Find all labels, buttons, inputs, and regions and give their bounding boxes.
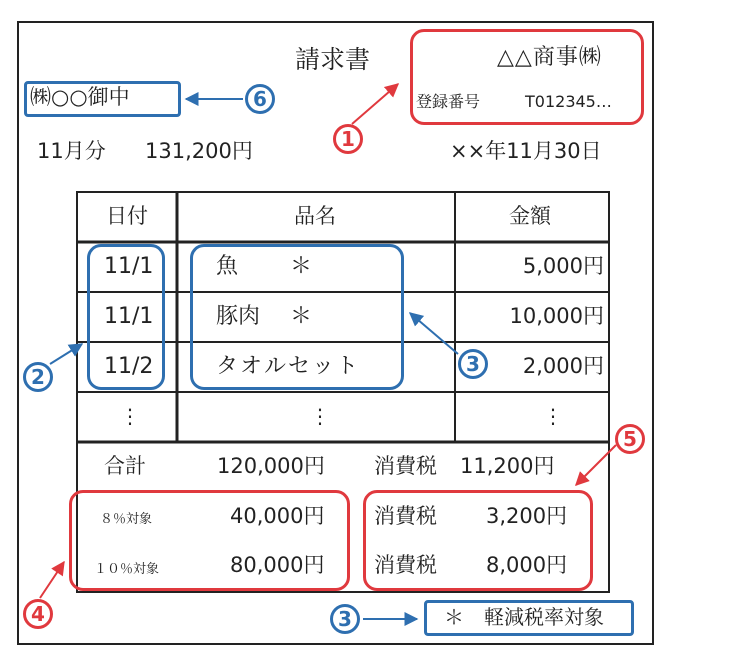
- row4-amount-ellipsis: ⋮: [543, 404, 563, 428]
- callout-5: 5: [615, 424, 645, 454]
- summary-tax-value: 11,200円: [460, 454, 555, 478]
- row4-date-ellipsis: ⋮: [120, 404, 140, 428]
- row3-item: タオルセット: [216, 354, 361, 379]
- callout-1: 1: [333, 124, 363, 154]
- callout-2: 2: [23, 362, 53, 392]
- header-item: 品名: [294, 204, 336, 228]
- registration-label: 登録番号: [416, 92, 481, 111]
- issuer-name: △△商事㈱: [497, 45, 602, 70]
- row2-mark: ＊: [290, 304, 313, 329]
- row2-amount: 10,000円: [509, 304, 604, 328]
- summary-tax-label: 消費税: [374, 454, 437, 478]
- callout-6: 6: [245, 84, 275, 114]
- rate10-value: 80,000円: [230, 553, 325, 577]
- row4-item-ellipsis: ⋮: [310, 404, 330, 428]
- rate10-tax-label: 消費税: [374, 553, 437, 577]
- period-label: 11月分: [37, 139, 106, 163]
- date-column-highlight: [87, 244, 165, 390]
- row2-date: 11/1: [104, 304, 154, 329]
- rate10-label: １０％対象: [94, 562, 160, 577]
- invoice-title: 請求書: [295, 45, 371, 74]
- row1-amount: 5,000円: [522, 254, 604, 278]
- total-amount: 131,200円: [145, 139, 253, 163]
- rate8-tax-value: 3,200円: [486, 504, 568, 528]
- rate8-tax-label: 消費税: [374, 504, 437, 528]
- registration-number: T012345…: [525, 92, 612, 111]
- summary-total-label: 合計: [104, 454, 146, 478]
- invoice-date: ××年11月30日: [450, 139, 602, 163]
- row1-item: 魚: [216, 254, 239, 279]
- row3-amount: 2,000円: [522, 354, 604, 378]
- callout-3-footnote: 3: [330, 604, 360, 634]
- item-column-highlight: [190, 244, 404, 390]
- header-amount: 金額: [509, 204, 551, 228]
- rate8-label: ８％対象: [100, 512, 153, 527]
- footnote: ＊ 軽減税率対象: [444, 605, 604, 629]
- header-date: 日付: [106, 204, 148, 228]
- recipient: ㈱○○御中: [30, 85, 130, 109]
- row2-item: 豚肉: [216, 304, 261, 329]
- row1-mark: ＊: [290, 254, 313, 279]
- rate8-value: 40,000円: [230, 504, 325, 528]
- row3-date: 11/2: [104, 354, 154, 379]
- rate10-tax-value: 8,000円: [486, 553, 568, 577]
- callout-3-table: 3: [458, 349, 488, 379]
- row1-date: 11/1: [104, 254, 154, 279]
- summary-total-value: 120,000円: [217, 454, 325, 478]
- callout-4: 4: [23, 599, 53, 629]
